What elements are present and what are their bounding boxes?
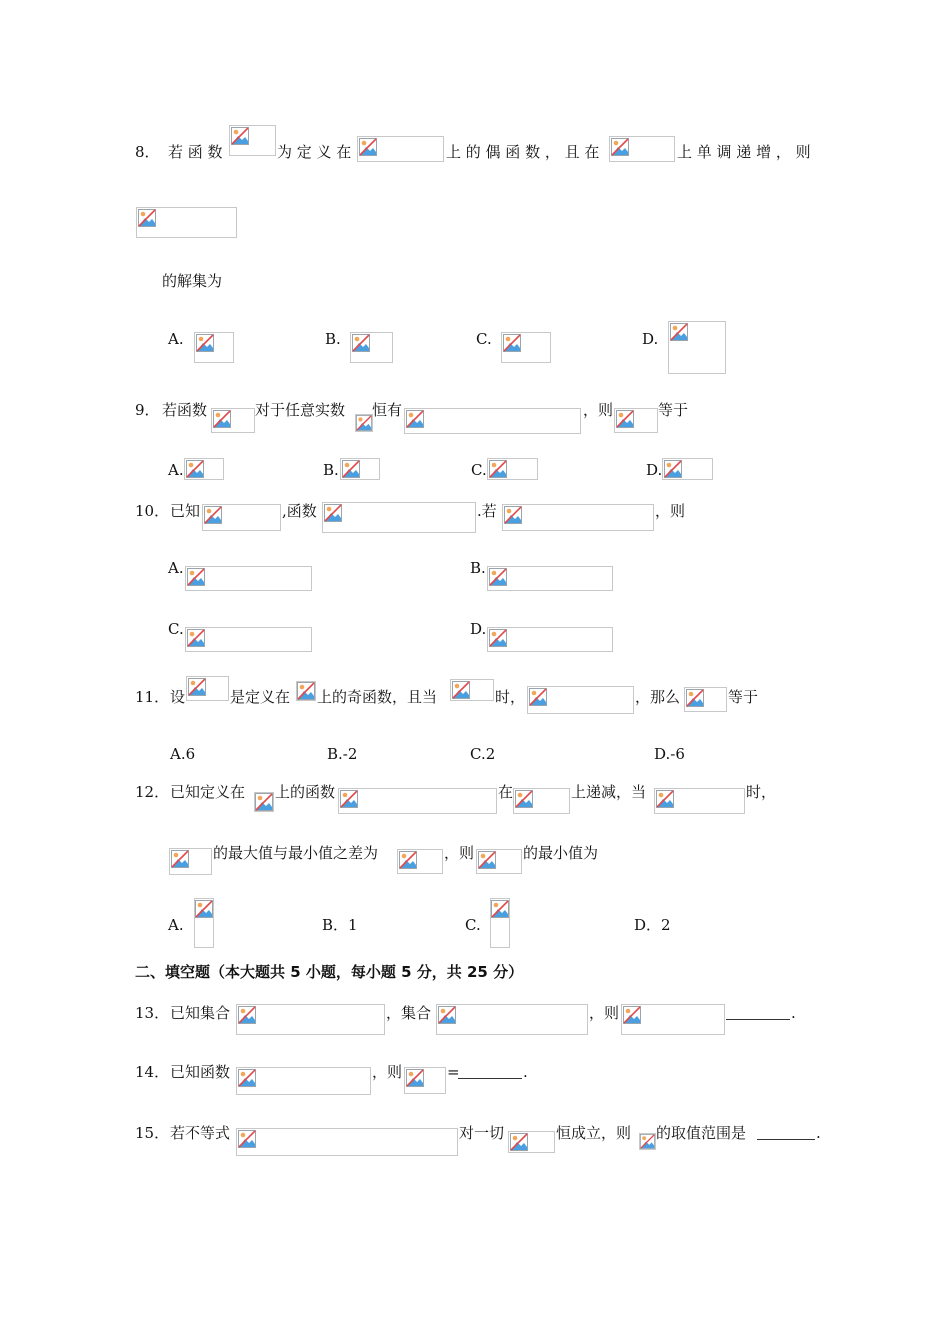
q15-text-1: 若不等式 — [170, 1124, 231, 1142]
q10-text-4: ，则 — [655, 502, 686, 520]
formula-image — [404, 1067, 446, 1094]
formula-image — [236, 1128, 458, 1156]
broken-image-icon — [324, 504, 342, 522]
option-image — [185, 566, 312, 591]
q8-option-b: B. — [325, 330, 341, 348]
broken-image-icon — [188, 678, 206, 696]
q10-option-d: D. — [470, 620, 487, 638]
broken-image-icon — [196, 334, 214, 352]
formula-image — [169, 848, 212, 875]
formula-image — [436, 1004, 588, 1035]
broken-image-icon — [204, 506, 222, 524]
broken-image-icon — [504, 506, 522, 524]
broken-image-icon — [356, 415, 372, 431]
formula-image — [236, 1004, 385, 1035]
option-image — [490, 898, 510, 948]
broken-image-icon — [452, 681, 470, 699]
broken-image-icon — [438, 1006, 456, 1024]
formula-image — [186, 676, 229, 701]
q13-text-2: ，集合 — [386, 1004, 432, 1022]
broken-image-icon — [238, 1006, 256, 1024]
answer-blank[interactable] — [726, 1019, 790, 1020]
broken-image-icon — [515, 790, 533, 808]
formula-image — [355, 414, 373, 432]
broken-image-icon — [616, 410, 634, 428]
q14-text-1: 已知函数 — [170, 1063, 231, 1081]
q14-text-2: ，则 — [372, 1063, 403, 1081]
q11-number: 11． — [135, 688, 170, 706]
q10-option-c: C. — [168, 620, 184, 638]
q11-text-3: 上的奇函数，且当 — [317, 688, 438, 706]
broken-image-icon — [340, 790, 358, 808]
q8-text-4: 上 单 调 递 增 ， 则 — [677, 143, 811, 161]
formula-image — [654, 788, 745, 814]
broken-image-icon — [186, 460, 204, 478]
q8-text-5: 的解集为 — [162, 272, 223, 290]
q12-text-2: 上的函数 — [275, 783, 336, 801]
option-image — [184, 458, 224, 480]
formula-image — [254, 792, 274, 812]
q12-text-7: ，则 — [444, 844, 475, 862]
broken-image-icon — [664, 460, 682, 478]
q9-option-c: C. — [471, 461, 487, 479]
option-image — [501, 332, 551, 363]
formula-image — [527, 686, 634, 714]
q11-text-5: ，那么 — [635, 688, 681, 706]
broken-image-icon — [352, 334, 370, 352]
option-image — [350, 332, 393, 363]
option-image — [194, 898, 214, 948]
broken-image-icon — [195, 900, 213, 918]
q12-option-d: D．2 — [634, 916, 671, 934]
q12-text-1: 已知定义在 — [170, 783, 246, 801]
q11-text-4: 时， — [495, 688, 526, 706]
formula-image — [404, 408, 581, 434]
option-image — [662, 458, 713, 480]
q8-text-1: 若 函 数 — [168, 143, 223, 161]
q12-number: 12． — [135, 783, 170, 801]
formula-image — [450, 679, 494, 701]
formula-image — [202, 504, 281, 531]
q9-option-b: B. — [323, 461, 339, 479]
q13-text-1: 已知集合 — [170, 1004, 231, 1022]
q9-text-5: 等于 — [658, 401, 689, 419]
q8-option-d: D. — [642, 330, 659, 348]
broken-image-icon — [491, 900, 509, 918]
broken-image-icon — [399, 851, 417, 869]
formula-image — [338, 788, 497, 814]
formula-image — [513, 788, 570, 814]
q15-end: . — [816, 1124, 821, 1142]
q9-text-3: 恒有 — [372, 401, 403, 419]
broken-image-icon — [187, 568, 205, 586]
q13-number: 13． — [135, 1004, 170, 1022]
broken-image-icon — [406, 410, 424, 428]
q10-text-1: 已知 — [170, 502, 201, 520]
q11-text-2: 是定义在 — [230, 688, 291, 706]
q10-text-3: .若 — [477, 502, 497, 520]
q12-option-c: C. — [465, 916, 481, 934]
q11-text-1: 设 — [170, 688, 186, 706]
q12-text-4: 上递减，当 — [571, 783, 647, 801]
q12-text-3: 在 — [498, 783, 514, 801]
section-title: 二、填空题（本大题共 5 小题，每小题 5 分，共 25 分） — [135, 963, 524, 981]
q15-text-2: 对一切 — [459, 1124, 505, 1142]
broken-image-icon — [686, 689, 704, 707]
q12-text-6: 的最大值与最小值之差为 — [213, 844, 379, 862]
q11-option-d: D.-6 — [654, 745, 685, 763]
q12-text-5: 时， — [746, 783, 777, 801]
q8-text-3: 上 的 偶 函 数 ， 且 在 — [446, 143, 600, 161]
q15-number: 15． — [135, 1124, 170, 1142]
formula-image — [229, 125, 276, 156]
q15-text-4: 的取值范围是 — [656, 1124, 747, 1142]
broken-image-icon — [342, 460, 360, 478]
broken-image-icon — [406, 1069, 424, 1087]
broken-image-icon — [670, 323, 688, 341]
broken-image-icon — [213, 410, 231, 428]
broken-image-icon — [611, 138, 629, 156]
q13-text-3: ，则 — [589, 1004, 620, 1022]
q11-option-b: B.-2 — [327, 745, 358, 763]
q8-option-c: C. — [476, 330, 492, 348]
formula-image — [397, 849, 443, 874]
formula-image — [639, 1133, 656, 1150]
formula-image — [296, 681, 316, 701]
broken-image-icon — [489, 460, 507, 478]
q12-option-a: A. — [168, 916, 184, 934]
broken-image-icon — [138, 209, 156, 227]
option-image — [185, 627, 312, 652]
formula-image — [236, 1067, 371, 1095]
q11-option-a: A.6 — [170, 745, 196, 763]
broken-image-icon — [255, 793, 273, 811]
broken-image-icon — [238, 1069, 256, 1087]
formula-image — [211, 408, 255, 433]
q8-option-a: A. — [168, 330, 184, 348]
broken-image-icon — [489, 568, 507, 586]
option-image — [668, 321, 726, 374]
q8-text-2: 为 定 义 在 — [277, 143, 352, 161]
option-image — [487, 566, 613, 591]
broken-image-icon — [489, 629, 507, 647]
q15-text-3: 恒成立，则 — [556, 1124, 632, 1142]
q10-option-b: B. — [470, 559, 486, 577]
broken-image-icon — [640, 1134, 655, 1149]
broken-image-icon — [656, 790, 674, 808]
formula-image — [508, 1131, 555, 1153]
q9-text-4: ，则 — [583, 401, 614, 419]
broken-image-icon — [529, 688, 547, 706]
formula-image — [357, 136, 444, 162]
formula-image — [136, 207, 237, 238]
broken-image-icon — [187, 629, 205, 647]
q12-option-b: B．1 — [322, 916, 358, 934]
formula-image — [684, 687, 727, 712]
answer-blank[interactable] — [458, 1078, 522, 1079]
formula-image — [322, 502, 476, 533]
broken-image-icon — [510, 1133, 528, 1151]
broken-image-icon — [503, 334, 521, 352]
formula-image — [614, 408, 658, 433]
q9-option-d: D. — [646, 461, 663, 479]
q8-number: 8． — [135, 143, 160, 161]
formula-image — [621, 1004, 725, 1035]
q13-end: . — [791, 1004, 796, 1022]
q12-text-8: 的最小值为 — [523, 844, 599, 862]
q9-number: 9． — [135, 401, 160, 419]
q9-option-a: A. — [168, 461, 184, 479]
q9-text-2: 对于任意实数 — [255, 401, 346, 419]
broken-image-icon — [171, 850, 189, 868]
q10-option-a: A. — [168, 559, 184, 577]
q14-end: . — [523, 1063, 528, 1081]
q11-option-c: C.2 — [470, 745, 496, 763]
option-image — [194, 332, 234, 363]
broken-image-icon — [231, 127, 249, 145]
formula-image — [502, 504, 654, 531]
q14-equals: = — [447, 1063, 460, 1081]
q10-number: 10． — [135, 502, 170, 520]
formula-image — [609, 136, 675, 162]
option-image — [487, 627, 613, 652]
option-image — [340, 458, 380, 480]
option-image — [487, 458, 538, 480]
q9-text-1: 若函数 — [162, 401, 208, 419]
answer-blank[interactable] — [757, 1139, 815, 1140]
broken-image-icon — [238, 1130, 256, 1148]
q10-text-2: ,函数 — [282, 502, 317, 520]
broken-image-icon — [359, 138, 377, 156]
q11-text-6: 等于 — [728, 688, 759, 706]
broken-image-icon — [478, 851, 496, 869]
q14-number: 14． — [135, 1063, 170, 1081]
formula-image — [476, 849, 522, 874]
broken-image-icon — [623, 1006, 641, 1024]
broken-image-icon — [297, 682, 315, 700]
